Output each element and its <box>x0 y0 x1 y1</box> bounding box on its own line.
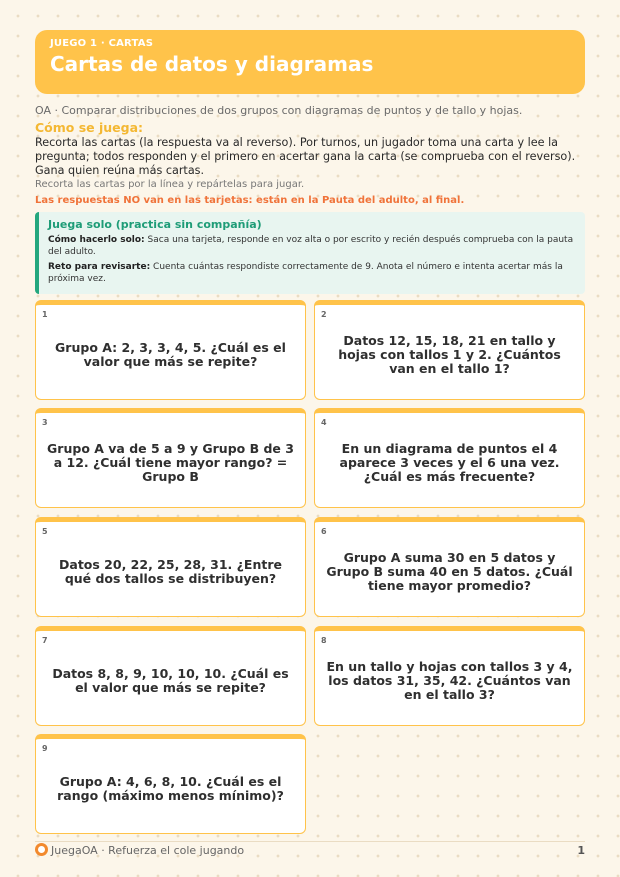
card-question: Grupo A: 2, 3, 3, 4, 5. ¿Cuál es el valor que más se repite? <box>55 340 286 369</box>
card-3 <box>35 408 306 508</box>
card-question: Datos 8, 8, 9, 10, 10, 10. ¿Cuál es el valor que más se repite? <box>52 666 289 695</box>
answers-warning: Las respuestas NO van en las tarjetas: están en la Pauta del adulto, al final. <box>35 195 465 206</box>
solo-how-line <box>48 234 577 258</box>
card-9 <box>35 734 306 834</box>
solo-play-box <box>35 212 585 294</box>
page-header <box>35 30 585 94</box>
card-number: 1 <box>42 310 48 319</box>
solo-challenge-text: Cuenta cuántas respondiste correctamente de 9. Anota el número e intenta acertar más la próxima vez. <box>48 262 563 284</box>
card-number: 5 <box>42 527 48 536</box>
page-number: 1 <box>577 844 585 857</box>
card-4 <box>314 408 585 508</box>
card-number: 2 <box>321 310 327 319</box>
page-title: Cartas de datos y diagramas <box>50 52 374 76</box>
juegaoa-logo-icon <box>35 843 48 856</box>
card-question: Datos 20, 22, 25, 28, 31. ¿Entre qué dos tallos se distribuyen? <box>59 557 282 586</box>
card-number: 6 <box>321 527 327 536</box>
solo-how-text: Saca una tarjeta, responde en voz alta o por escrito y recién después comprueba con la pauta del adulto. <box>48 235 574 257</box>
game-rules: Recorta las cartas (la respuesta va al reverso). Por turnos, un jugador toma una carta y lee la pregunta; todos responden y el primero en acertar gana la carta (se comprueba con el reverso). Gana quien reúna más cartas. <box>35 136 576 177</box>
cut-note: Recorta las cartas por la línea y repártelas para jugar. <box>35 179 305 190</box>
card-number: 3 <box>42 418 48 427</box>
card-8 <box>314 626 585 726</box>
card-question: Grupo A suma 30 en 5 datos y Grupo B suma 40 en 5 datos. ¿Cuál tiene mayor promedio? <box>326 550 573 593</box>
header-kicker: JUEGO 1 · CARTAS <box>50 38 154 49</box>
card-number: 7 <box>42 636 48 645</box>
card-7 <box>35 626 306 726</box>
solo-challenge-label: Reto para revisarte: <box>48 262 151 272</box>
card-number: 4 <box>321 418 327 427</box>
solo-challenge-line <box>48 261 577 285</box>
learning-objective: OA · Comparar distribuciones de dos grupos con diagramas de puntos y de tallo y hojas. <box>35 104 523 117</box>
card-question: Grupo A va de 5 a 9 y Grupo B de 3 a 12. ¿Cuál tiene mayor rango? = Grupo B <box>47 441 294 484</box>
card-question: Grupo A: 4, 6, 8, 10. ¿Cuál es el rango (máximo menos mínimo)? <box>57 774 284 803</box>
card-1 <box>35 300 306 400</box>
solo-how-label: Cómo hacerlo solo: <box>48 235 145 245</box>
footer-brand: JuegaOA · Refuerza el cole jugando <box>51 844 245 857</box>
card-number: 9 <box>42 744 48 753</box>
footer-divider <box>35 841 585 842</box>
card-6 <box>314 517 585 617</box>
card-question: Datos 12, 15, 18, 21 en tallo y hojas con tallos 1 y 2. ¿Cuántos van en el tallo 1? <box>338 333 561 376</box>
how-to-play-heading: Cómo se juega: <box>35 120 144 135</box>
card-5 <box>35 517 306 617</box>
card-number: 8 <box>321 636 327 645</box>
solo-title: Juega solo (practica sin compañía) <box>48 218 262 231</box>
card-2 <box>314 300 585 400</box>
card-question: En un diagrama de puntos el 4 aparece 3 veces y el 6 una vez. ¿Cuál es más frecuente? <box>339 441 560 484</box>
card-question: En un tallo y hojas con tallos 3 y 4, los datos 31, 35, 42. ¿Cuántos van en el tallo 3? <box>326 659 573 702</box>
